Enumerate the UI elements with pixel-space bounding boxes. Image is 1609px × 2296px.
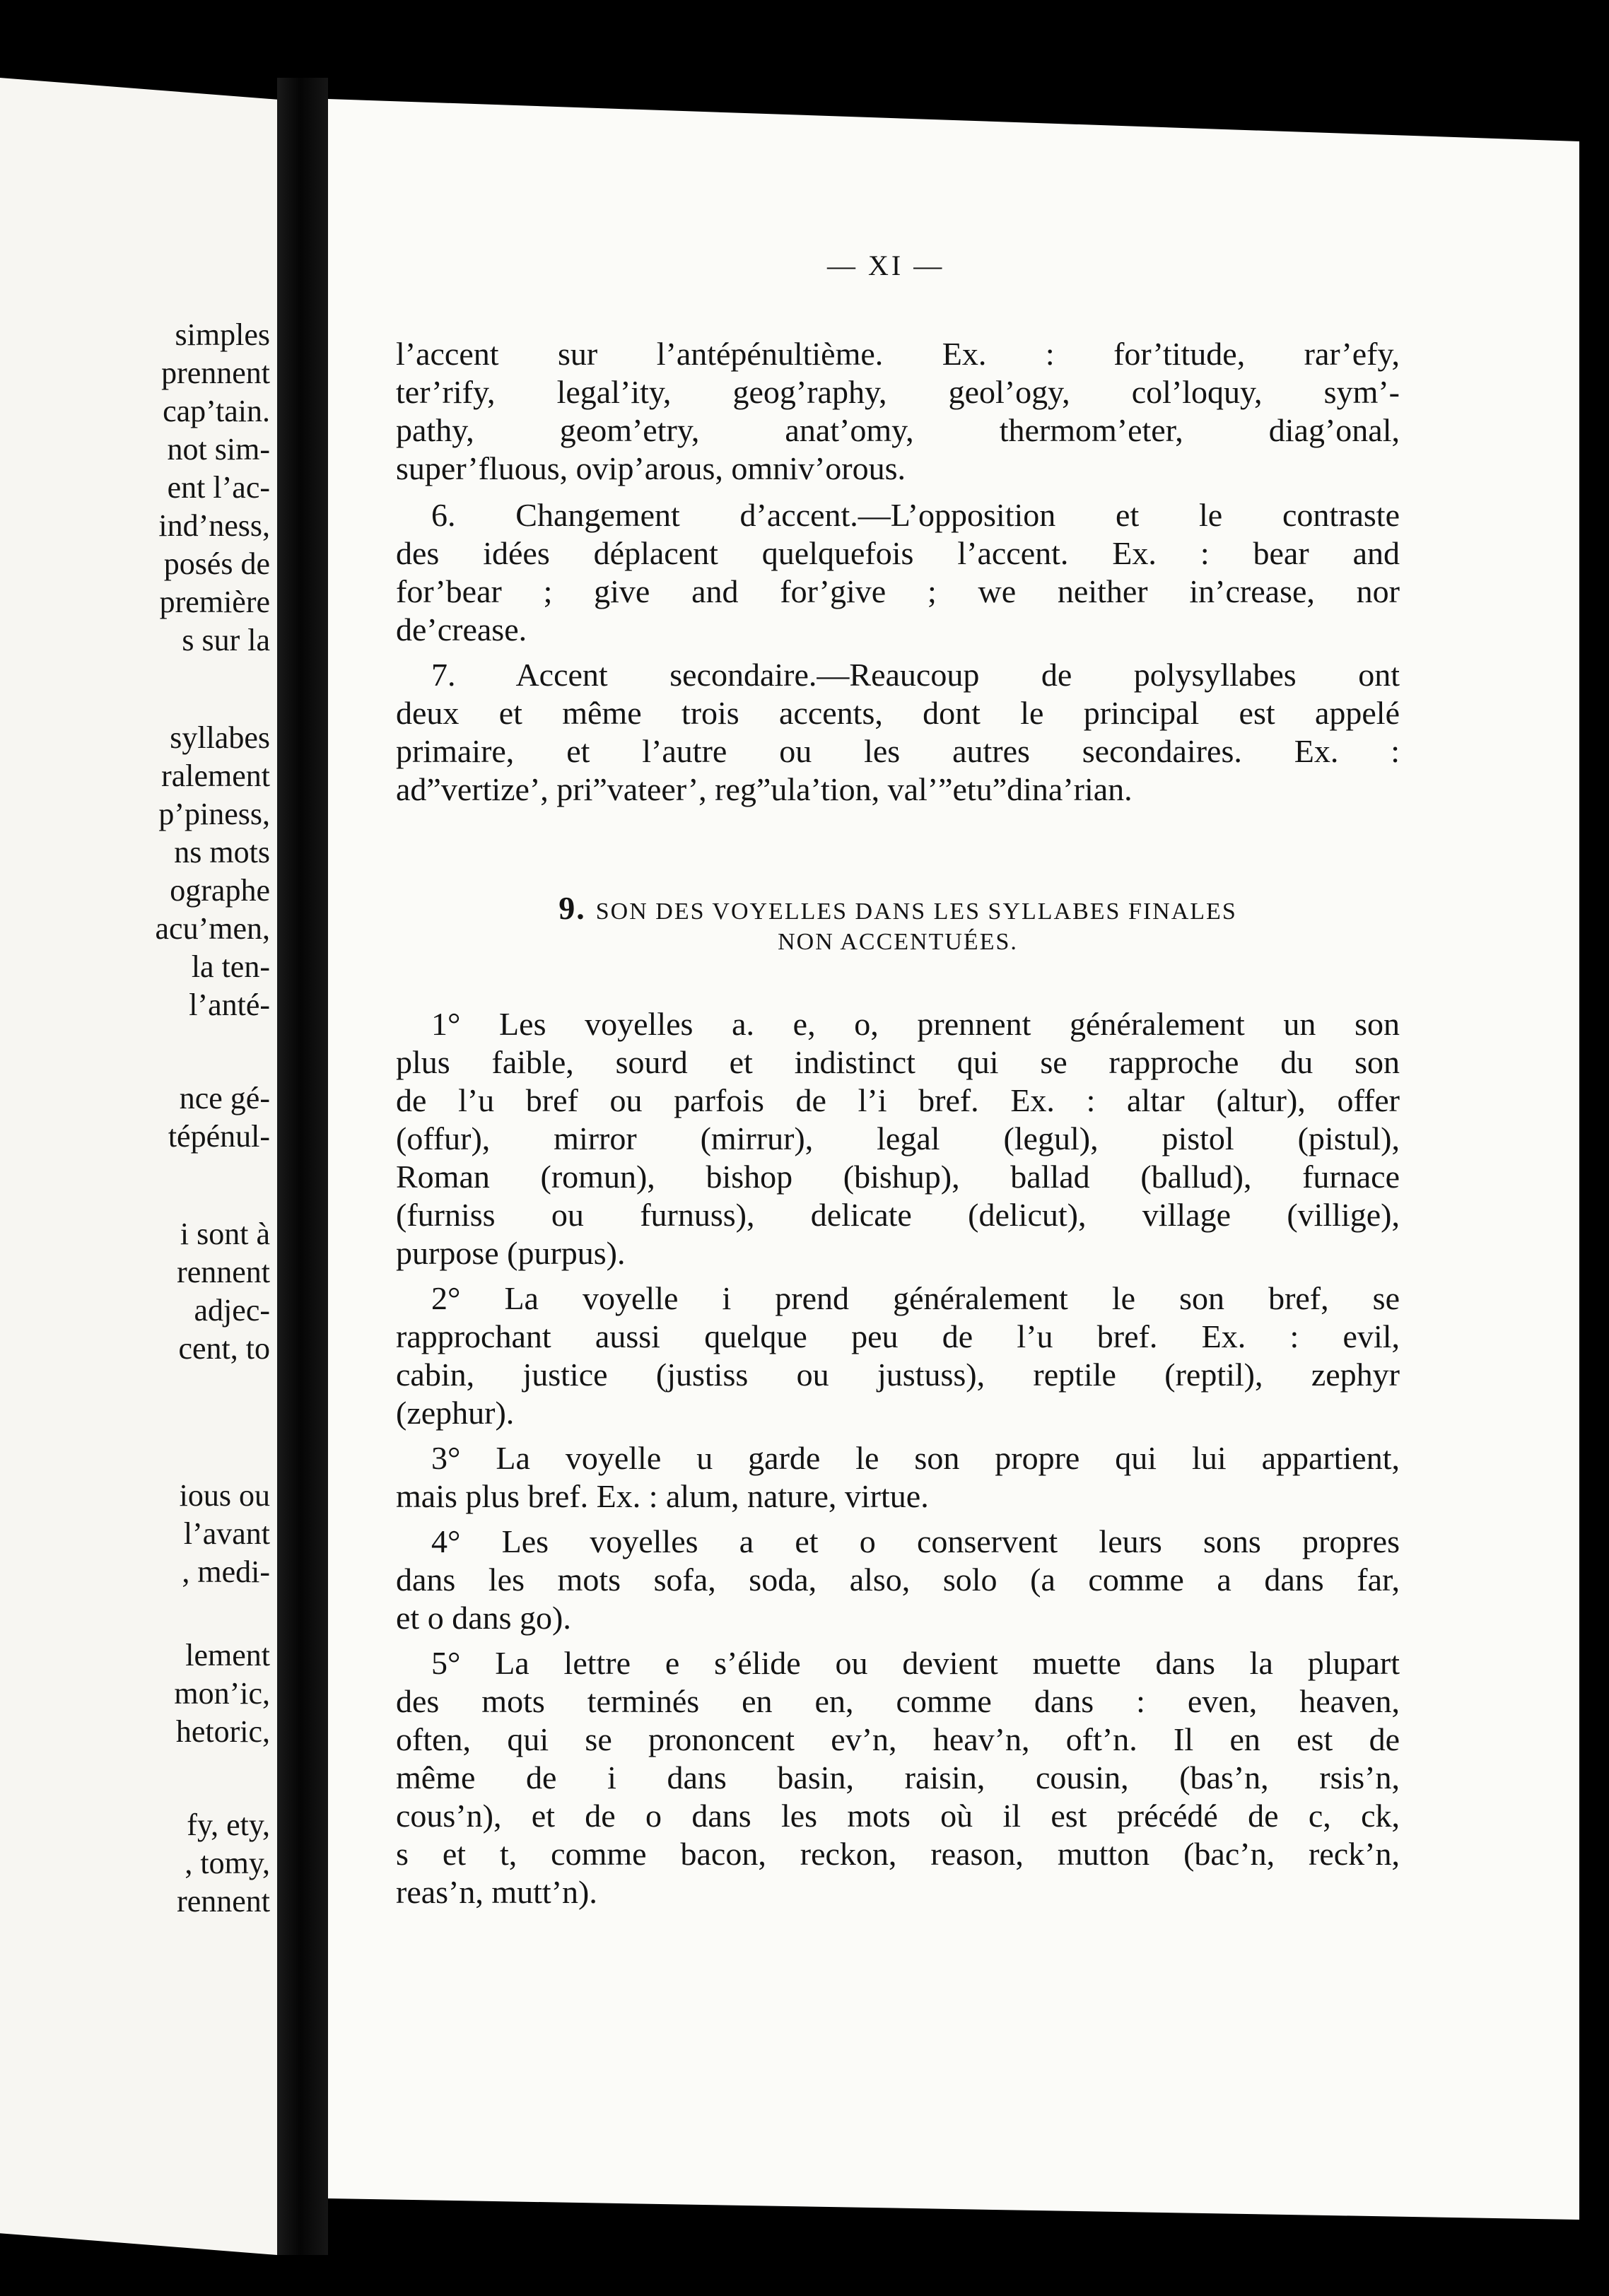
left-page-line-fragment: ns mots xyxy=(174,835,270,869)
section-heading xyxy=(396,892,1400,925)
text-line: for’bear ; give and for’give ; we neither in’crease, nor xyxy=(396,573,1400,609)
left-page-line-fragment: mon’ic, xyxy=(174,1676,270,1711)
section-heading-line-2: NON ACCENTUÉES. xyxy=(778,929,1018,955)
left-page-line-fragment: simples xyxy=(175,317,270,352)
left-page-line-fragment: prennent xyxy=(161,356,270,390)
left-page-line-fragment: , tomy, xyxy=(185,1846,270,1880)
text-line: s et t, comme bacon, reckon, reason, mutton (bac’n, reck’n, xyxy=(396,1836,1400,1872)
left-page-line-fragment: hetoric, xyxy=(175,1714,270,1749)
text-line: primaire, et l’autre ou les autres secondaires. Ex. : xyxy=(396,733,1400,769)
book-gutter xyxy=(277,78,328,2255)
text-line: 7. Accent secondaire.—Reaucoup de polysyllabes ont xyxy=(431,657,1400,693)
left-page-line-fragment: syllabes xyxy=(170,720,270,755)
text-line: ter’rify, legal’ity, geog’raphy, geol’ogy, col’loquy, sym’- xyxy=(396,374,1400,410)
text-line: reas’n, mutt’n). xyxy=(396,1874,597,1910)
text-line: des mots terminés en en, comme dans : even, heaven, xyxy=(396,1683,1400,1719)
text-line: mais plus bref. Ex. : alum, nature, virtue. xyxy=(396,1478,929,1514)
left-page-line-fragment: première xyxy=(159,585,270,619)
text-line: 1° Les voyelles a. e, o, prennent généralement un son xyxy=(431,1006,1400,1042)
text-line: 2° La voyelle i prend généralement le son bref, se xyxy=(431,1280,1400,1316)
text-line: 6. Changement d’accent.—L’opposition et le contraste xyxy=(431,497,1400,533)
text-line: l’accent sur l’antépénultième. Ex. : for’titude, rar’efy, xyxy=(396,336,1400,372)
text-line: (zephur). xyxy=(396,1395,515,1431)
left-page-line-fragment: acu’men, xyxy=(155,911,270,946)
left-page-line-fragment: rennent xyxy=(177,1255,270,1289)
section-number: 9. xyxy=(558,890,586,926)
text-line: (furniss ou furnuss), delicate (delicut), village (villige), xyxy=(396,1197,1400,1233)
left-page-line-fragment: i sont à xyxy=(180,1217,270,1251)
text-line: cous’n), et de o dans les mots où il est précédé de c, ck, xyxy=(396,1798,1400,1834)
text-line: 5° La lettre e s’élide ou devient muette dans la plupart xyxy=(431,1645,1400,1681)
text-line: des idées déplacent quelquefois l’accent. Ex. : bear and xyxy=(396,535,1400,571)
left-page-line-fragment: cap’tain. xyxy=(163,394,270,428)
text-line: 3° La voyelle u garde le son propre qui lui appartient, xyxy=(431,1440,1400,1476)
text-line: deux et même trois accents, dont le principal est appelé xyxy=(396,695,1400,731)
left-page-line-fragment: , medi- xyxy=(182,1554,270,1589)
left-page-line-fragment: ious ou xyxy=(179,1478,270,1513)
text-line: dans les mots sofa, soda, also, solo (a comme a dans far, xyxy=(396,1562,1400,1598)
left-page-line-fragment: lement xyxy=(185,1638,270,1673)
text-line: de’crease. xyxy=(396,611,527,648)
text-line: super’fluous, ovip’arous, omniv’orous. xyxy=(396,450,906,486)
text-line: 4° Les voyelles a et o conservent leurs sons propres xyxy=(431,1523,1400,1559)
left-page-line-fragment: rennent xyxy=(177,1884,270,1919)
left-page-line-fragment: ent l’ac- xyxy=(167,470,270,505)
text-line: ad”vertize’, pri”vateer’, reg”ula’tion, val’”etu”dina’rian. xyxy=(396,771,1133,807)
left-page-line-fragment: l’anté- xyxy=(189,988,270,1022)
section-heading-line-1: SON DES VOYELLES DANS LES SYLLABES FINALES xyxy=(595,898,1237,925)
text-line: cabin, justice (justiss ou justuss), reptile (reptil), zephyr xyxy=(396,1357,1400,1393)
text-line: purpose (purpus). xyxy=(396,1235,626,1271)
text-line: (offur), mirror (mirrur), legal (legul), pistol (pistul), xyxy=(396,1120,1400,1156)
left-page-line-fragment: ind’ness, xyxy=(158,508,270,543)
left-page-line-fragment: fy, ety, xyxy=(187,1808,270,1842)
left-page-line-fragment: not sim- xyxy=(167,432,270,467)
left-page-line-fragment: tépénul- xyxy=(168,1119,270,1154)
left-page-line-fragment: cent, to xyxy=(178,1331,270,1366)
left-page-line-fragment: la ten- xyxy=(191,949,270,984)
text-line: et o dans go). xyxy=(396,1600,571,1636)
text-line: rapprochant aussi quelque peu de l’u bref. Ex. : evil, xyxy=(396,1318,1400,1354)
text-line: plus faible, sourd et indistinct qui se rapproche du son xyxy=(396,1044,1400,1080)
text-line: pathy, geom’etry, anat’omy, thermom’eter, diag’onal, xyxy=(396,412,1400,448)
page-number: — XI — xyxy=(827,250,945,281)
text-line: often, qui se prononcent ev’n, heav’n, oft’n. Il en est de xyxy=(396,1721,1400,1757)
text-line: Roman (romun), bishop (bishup), ballad (ballud), furnace xyxy=(396,1159,1400,1195)
left-page-line-fragment: adjec- xyxy=(194,1293,270,1328)
left-page-line-fragment: s sur la xyxy=(182,623,270,657)
left-page-line-fragment: p’piness, xyxy=(158,797,270,831)
left-page-line-fragment: l’avant xyxy=(183,1516,270,1551)
left-page-line-fragment: ralement xyxy=(161,758,270,793)
left-page-line-fragment: ographe xyxy=(170,873,270,908)
left-page-line-fragment: posés de xyxy=(163,546,270,581)
text-line: même de i dans basin, raisin, cousin, (bas’n, rsis’n, xyxy=(396,1759,1400,1796)
left-page-line-fragment: nce gé- xyxy=(179,1081,270,1115)
text-line: de l’u bref ou parfois de l’i bref. Ex. : altar (altur), offer xyxy=(396,1082,1400,1118)
